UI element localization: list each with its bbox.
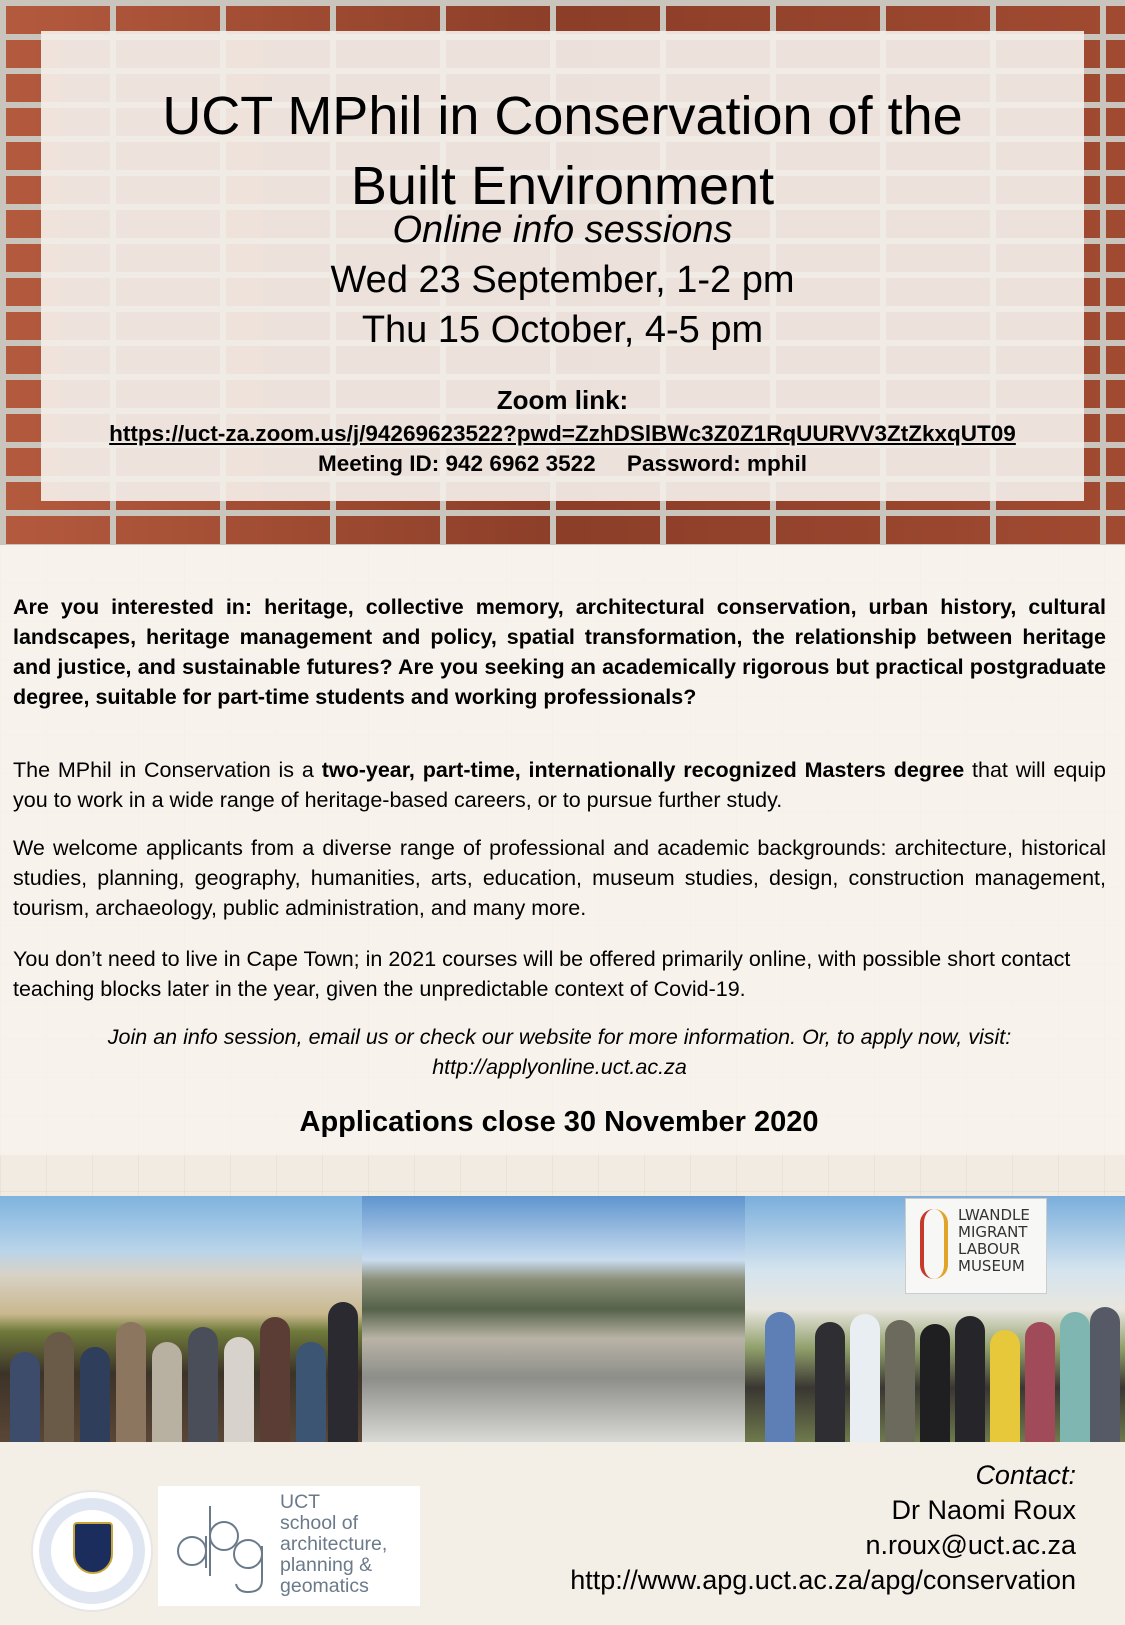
apg-school-name: [280, 1492, 387, 1597]
mphil-degree-highlight: two-year, part-time, internationally recognized Masters degree: [321, 758, 965, 782]
header-card: [41, 31, 1084, 501]
mphil-text-end: that will equip you to work in a wide range of heritage-based careers, or to pursue further study.: [13, 758, 1107, 812]
apg-logo: [158, 1486, 420, 1606]
apg-line-2: school of: [280, 1512, 359, 1534]
applications-deadline: Applications close 30 November 2020: [299, 1106, 819, 1138]
apg-line-5: geomatics: [280, 1575, 369, 1597]
contact-heading: Contact:: [975, 1460, 1076, 1490]
table-mountain-photo: [362, 1196, 745, 1442]
info-sessions-subtitle: Online info sessions: [392, 209, 733, 251]
apg-line-4: planning &: [280, 1554, 373, 1576]
zoom-link[interactable]: https://uct-za.zoom.us/j/94269623522?pwd=ZzhDSlBWc3Z0Z1RqUURVV3ZtZkxqUT09: [109, 421, 1016, 446]
sign-line-3: LABOUR: [958, 1240, 1021, 1258]
welcome-paragraph: We welcome applicants from a diverse range of professional and academic backgrounds: architecture, historical studies, planning, geography, humanities, arts, education, museum studies, design, construction management, tourism, archaeology, public administration, and many more.: [13, 836, 1106, 920]
museum-sign: [905, 1198, 1047, 1294]
title-line-1: UCT MPhil in Conservation of the: [162, 86, 963, 146]
cape-town-paragraph: You don’t need to live in Cape Town; in 2021 courses will be offered primarily online, with possible short contact teaching blocks later in the year, given the unpredictable context of Covid-19.: [13, 947, 1071, 1001]
zoom-link-label: Zoom link:: [496, 385, 629, 415]
poster-title: [41, 81, 1084, 221]
intro-paragraph: Are you interested in: heritage, collective memory, architectural conservation, urban history, cultural landscapes, heritage management and policy, spatial transformation, the relationship between heritage and justice, and sustainable futures? Are you seeking an academically rigorous but practical postgraduate degree, suitable for part-time students and working professionals?: [13, 595, 1106, 709]
sign-line-4: MUSEUM: [958, 1257, 1025, 1275]
join-text: Join an info session, email us or check our website for more information. Or, to apply now, visit:: [107, 1025, 1012, 1049]
apg-line-1: UCT: [280, 1491, 321, 1513]
uct-crest-logo: [31, 1490, 153, 1612]
group-photo-city: [0, 1196, 362, 1442]
contact-name: Dr Naomi Roux: [891, 1495, 1076, 1525]
apg-monogram-icon: [170, 1496, 270, 1596]
session-date-1: Wed 23 September, 1-2 pm: [330, 259, 795, 301]
contact-block: [570, 1458, 1076, 1598]
session-date-2: Thu 15 October, 4-5 pm: [361, 309, 764, 351]
meeting-id-password: Meeting ID: 942 6962 3522 Password: mphil: [318, 451, 807, 476]
title-line-2: Built Environment: [350, 156, 775, 216]
apg-line-3: architecture,: [280, 1533, 388, 1555]
contact-email-link[interactable]: n.roux@uct.ac.za: [865, 1530, 1076, 1560]
contact-website-link[interactable]: http://www.apg.uct.ac.za/apg/conservation: [570, 1565, 1076, 1595]
apply-online-link[interactable]: http://applyonline.uct.ac.za: [432, 1055, 687, 1079]
museum-logo-icon: [920, 1209, 948, 1279]
sign-line-2: MIGRANT: [958, 1223, 1028, 1241]
mphil-text-start: The MPhil in Conservation is a: [13, 758, 322, 782]
mphil-paragraph: [13, 755, 1106, 815]
join-paragraph: [13, 1022, 1106, 1082]
sign-line-1: LWANDLE: [958, 1206, 1030, 1224]
